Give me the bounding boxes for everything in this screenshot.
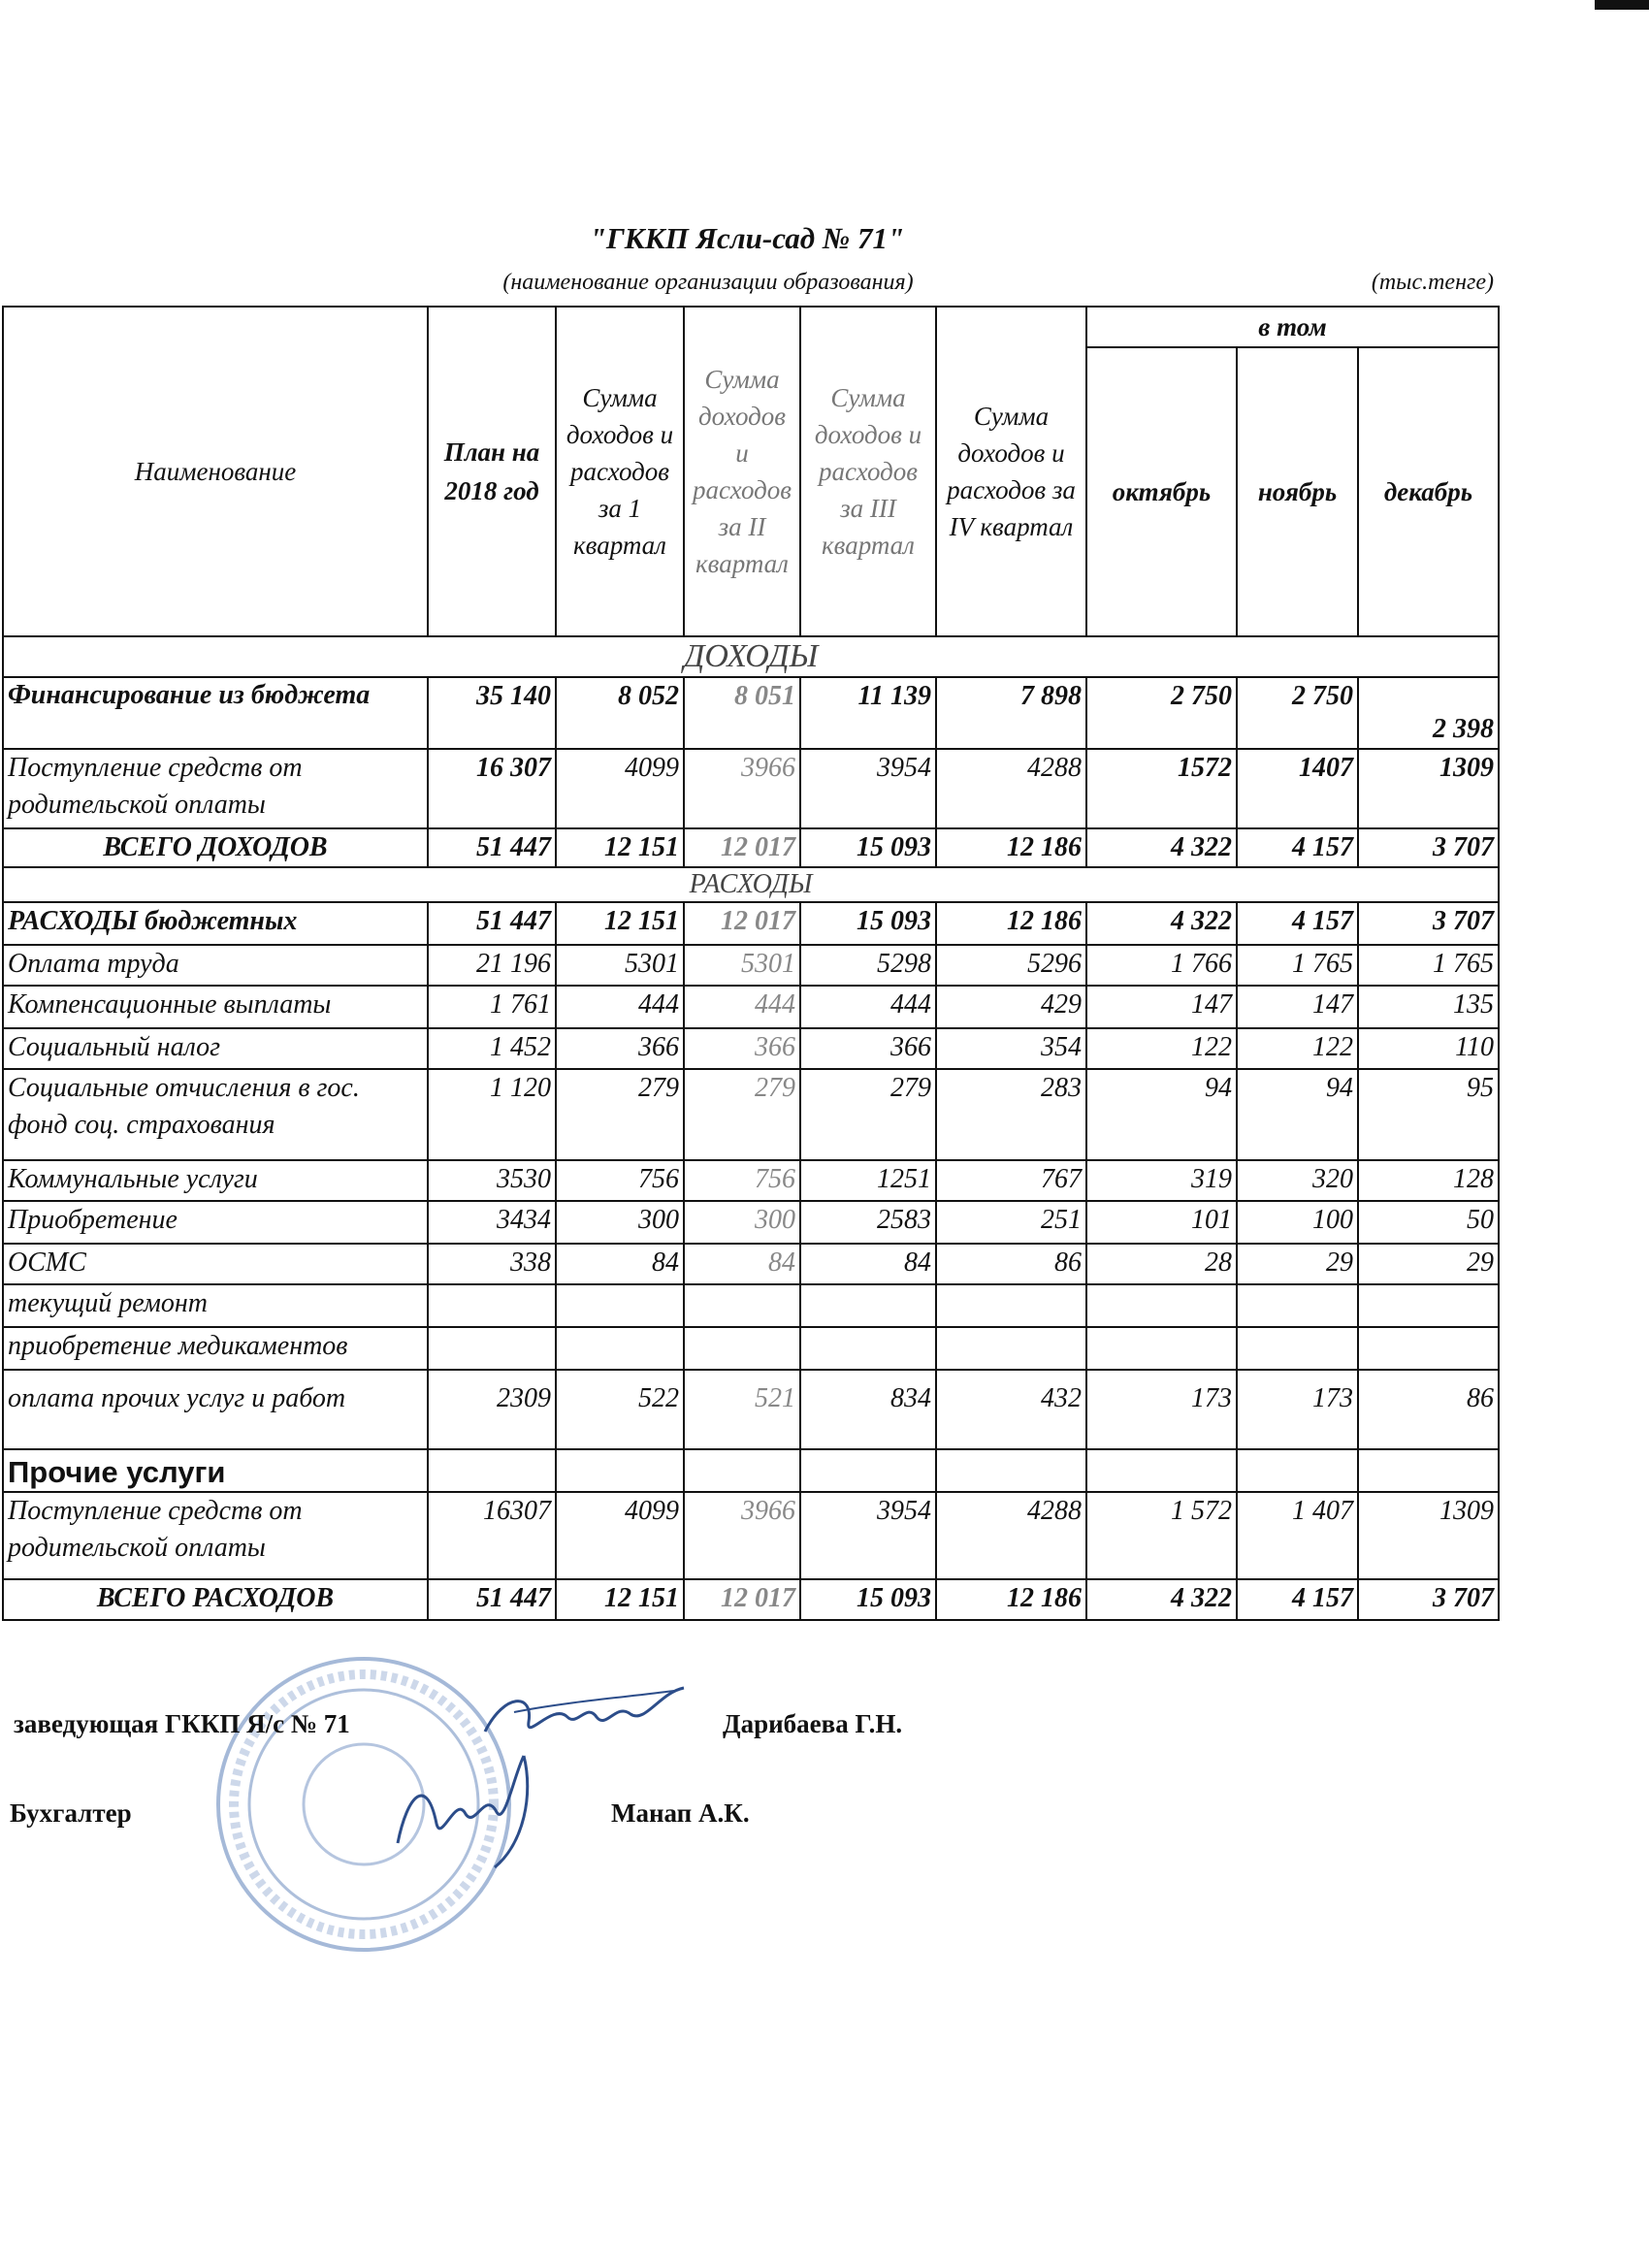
- header-q4: Сумма доходов и расходов за IV квартал: [936, 307, 1086, 636]
- table-row: [3, 1069, 1499, 1160]
- cell: 16307: [428, 1492, 556, 1579]
- cell: 12 017: [684, 1579, 800, 1620]
- cell: [1358, 1284, 1499, 1327]
- header-q2: Сумма доходов и расходов за II квартал: [684, 307, 800, 636]
- cell: 12 151: [556, 902, 684, 945]
- table-row: [3, 1160, 1499, 1201]
- cell: 1251: [800, 1160, 936, 1201]
- cell: 444: [556, 986, 684, 1028]
- cell: 1 572: [1086, 1492, 1237, 1579]
- cell: 84: [556, 1244, 684, 1284]
- accountant-title: Бухгалтер: [10, 1798, 132, 1828]
- cell: 319: [1086, 1160, 1237, 1201]
- cell: 1 765: [1358, 945, 1499, 986]
- cell: 122: [1237, 1028, 1358, 1069]
- row-label: Прочие услуги: [3, 1449, 428, 1492]
- table-row: [3, 1284, 1499, 1327]
- cell: 3954: [800, 749, 936, 828]
- cell: 29: [1237, 1244, 1358, 1284]
- accountant-signature: [378, 1736, 553, 1872]
- cell: 4 157: [1237, 828, 1358, 867]
- cell: 444: [684, 986, 800, 1028]
- cell: 4 322: [1086, 902, 1237, 945]
- row-label: ВСЕГО ДОХОДОВ: [3, 828, 428, 867]
- table-row: [3, 828, 1499, 867]
- section-expense: РАСХОДЫ: [3, 867, 1499, 902]
- row-label: текущий ремонт: [3, 1284, 428, 1327]
- section-income-row: [3, 636, 1499, 677]
- table-row: [3, 677, 1499, 749]
- cell: 15 093: [800, 902, 936, 945]
- cell: 756: [684, 1160, 800, 1201]
- cell: 320: [1237, 1160, 1358, 1201]
- cell: 5296: [936, 945, 1086, 986]
- cell: 5298: [800, 945, 936, 986]
- cell: 3 707: [1358, 902, 1499, 945]
- cell: 35 140: [428, 677, 556, 749]
- cell: 3 707: [1358, 828, 1499, 867]
- cell: 51 447: [428, 902, 556, 945]
- cell: [1086, 1449, 1237, 1492]
- cell: [936, 1284, 1086, 1327]
- table-row: [3, 1449, 1499, 1492]
- head-name: Дарибаева Г.Н.: [723, 1709, 903, 1738]
- header-month-dec: декабрь: [1358, 347, 1499, 636]
- cell: 147: [1237, 986, 1358, 1028]
- cell: 16 307: [428, 749, 556, 828]
- cell: [1237, 1327, 1358, 1370]
- cell: 15 093: [800, 1579, 936, 1620]
- cell: 12 151: [556, 828, 684, 867]
- row-label: Финансирование из бюджета: [3, 677, 428, 749]
- cell: 4099: [556, 1492, 684, 1579]
- cell: [1237, 1284, 1358, 1327]
- cell: 2 750: [1237, 677, 1358, 749]
- header-q3: Сумма доходов и расходов за III квартал: [800, 307, 936, 636]
- cell: 1572: [1086, 749, 1237, 828]
- header-month-nov: ноябрь: [1237, 347, 1358, 636]
- cell: 173: [1237, 1370, 1358, 1449]
- cell: 110: [1358, 1028, 1499, 1069]
- cell: 29: [1358, 1244, 1499, 1284]
- cell: 7 898: [936, 677, 1086, 749]
- table-row: [3, 1201, 1499, 1244]
- header-group: в том: [1086, 307, 1499, 347]
- row-label: Поступление средств от родительской оплаты: [3, 749, 428, 828]
- cell: 521: [684, 1370, 800, 1449]
- cell: 5301: [684, 945, 800, 986]
- scan-edge-mark: [1595, 0, 1649, 10]
- table-row: [3, 1244, 1499, 1284]
- cell: [428, 1284, 556, 1327]
- cell: 95: [1358, 1069, 1499, 1160]
- table-row: [3, 1370, 1499, 1449]
- table-row: [3, 1028, 1499, 1069]
- cell: 84: [800, 1244, 936, 1284]
- table-row: [3, 902, 1499, 945]
- cell: 338: [428, 1244, 556, 1284]
- cell: 429: [936, 986, 1086, 1028]
- cell: 366: [684, 1028, 800, 1069]
- row-label: Компенсационные выплаты: [3, 986, 428, 1028]
- cell: 86: [1358, 1370, 1499, 1449]
- cell: 300: [684, 1201, 800, 1244]
- cell: 12 186: [936, 828, 1086, 867]
- cell: [800, 1327, 936, 1370]
- table-row: [3, 945, 1499, 986]
- cell: 756: [556, 1160, 684, 1201]
- cell: 366: [556, 1028, 684, 1069]
- cell: [1086, 1284, 1237, 1327]
- cell: 3530: [428, 1160, 556, 1201]
- row-label: Социальный налог: [3, 1028, 428, 1069]
- cell: 1 766: [1086, 945, 1237, 986]
- table-row: [3, 1579, 1499, 1620]
- cell: 128: [1358, 1160, 1499, 1201]
- header-month-oct: октябрь: [1086, 347, 1237, 636]
- cell: 12 017: [684, 902, 800, 945]
- cell: 834: [800, 1370, 936, 1449]
- cell: [1237, 1449, 1358, 1492]
- cell: 28: [1086, 1244, 1237, 1284]
- cell: 1 452: [428, 1028, 556, 1069]
- header-q1: Сумма доходов и расходов за 1 квартал: [556, 307, 684, 636]
- cell: 283: [936, 1069, 1086, 1160]
- cell: 94: [1086, 1069, 1237, 1160]
- cell: [428, 1449, 556, 1492]
- document-subtitle: (наименование организации образования): [502, 270, 914, 295]
- cell: 1 765: [1237, 945, 1358, 986]
- cell: 94: [1237, 1069, 1358, 1160]
- cell: 3954: [800, 1492, 936, 1579]
- cell: 251: [936, 1201, 1086, 1244]
- cell: 12 151: [556, 1579, 684, 1620]
- cell: 366: [800, 1028, 936, 1069]
- cell: [556, 1284, 684, 1327]
- cell: 4099: [556, 749, 684, 828]
- cell: 432: [936, 1370, 1086, 1449]
- header-name: Наименование: [3, 307, 428, 636]
- cell: 12 186: [936, 1579, 1086, 1620]
- cell: [800, 1284, 936, 1327]
- row-label: ОСМС: [3, 1244, 428, 1284]
- cell: 1407: [1237, 749, 1358, 828]
- cell: 279: [800, 1069, 936, 1160]
- header-row-1: [3, 307, 1499, 347]
- cell: 1309: [1358, 749, 1499, 828]
- budget-table: [2, 306, 1500, 1621]
- table-row: [3, 986, 1499, 1028]
- row-label: Коммунальные услуги: [3, 1160, 428, 1201]
- cell: 4288: [936, 749, 1086, 828]
- cell: 1 407: [1237, 1492, 1358, 1579]
- cell: 4 322: [1086, 828, 1237, 867]
- row-label: Приобретение: [3, 1201, 428, 1244]
- cell: 2309: [428, 1370, 556, 1449]
- cell: 300: [556, 1201, 684, 1244]
- units-label: (тыс.тенге): [1371, 270, 1494, 295]
- cell: 354: [936, 1028, 1086, 1069]
- row-label: Оплата труда: [3, 945, 428, 986]
- cell: 2583: [800, 1201, 936, 1244]
- cell: 12 017: [684, 828, 800, 867]
- row-label: оплата прочих услуг и работ: [3, 1370, 428, 1449]
- header-plan: План на 2018 год: [428, 307, 556, 636]
- cell: 3434: [428, 1201, 556, 1244]
- cell: 3 707: [1358, 1579, 1499, 1620]
- cell: [800, 1449, 936, 1492]
- table-row: [3, 1492, 1499, 1579]
- section-income: ДОХОДЫ: [3, 636, 1499, 677]
- cell: [936, 1327, 1086, 1370]
- accountant-name: Манап А.К.: [611, 1798, 750, 1828]
- row-label: Социальные отчисления в гос. фонд соц. страхования: [3, 1069, 428, 1160]
- cell: 5301: [556, 945, 684, 986]
- cell: [684, 1449, 800, 1492]
- cell: 522: [556, 1370, 684, 1449]
- cell: [1358, 1449, 1499, 1492]
- cell: 51 447: [428, 828, 556, 867]
- cell: 444: [800, 986, 936, 1028]
- head-title: заведующая ГККП Я/с № 71: [14, 1709, 350, 1738]
- row-label: Поступление средств от родительской оплаты: [3, 1492, 428, 1579]
- cell: 3966: [684, 749, 800, 828]
- cell: 21 196: [428, 945, 556, 986]
- cell: 1 761: [428, 986, 556, 1028]
- cell: 122: [1086, 1028, 1237, 1069]
- cell: 1 120: [428, 1069, 556, 1160]
- row-label: ВСЕГО РАСХОДОВ: [3, 1579, 428, 1620]
- cell: [684, 1284, 800, 1327]
- cell: 84: [684, 1244, 800, 1284]
- cell: 12 186: [936, 902, 1086, 945]
- section-expense-row: [3, 867, 1499, 902]
- document-title: "ГККП Ясли-сад № 71": [589, 221, 905, 255]
- cell: [1358, 1327, 1499, 1370]
- cell: 1309: [1358, 1492, 1499, 1579]
- cell: 101: [1086, 1201, 1237, 1244]
- cell: 4288: [936, 1492, 1086, 1579]
- cell: 50: [1358, 1201, 1499, 1244]
- cell: 2 750: [1086, 677, 1237, 749]
- cell: 8 052: [556, 677, 684, 749]
- cell: [556, 1327, 684, 1370]
- row-label: РАСХОДЫ бюджетных: [3, 902, 428, 945]
- cell: 11 139: [800, 677, 936, 749]
- cell: 135: [1358, 986, 1499, 1028]
- cell: 8 051: [684, 677, 800, 749]
- cell: 100: [1237, 1201, 1358, 1244]
- table-row: [3, 749, 1499, 828]
- cell: [428, 1327, 556, 1370]
- cell: 147: [1086, 986, 1237, 1028]
- row-label: приобретение медикаментов: [3, 1327, 428, 1370]
- cell: 2 398: [1358, 677, 1499, 749]
- cell: 86: [936, 1244, 1086, 1284]
- cell: 4 157: [1237, 1579, 1358, 1620]
- table-row: [3, 1327, 1499, 1370]
- cell: 279: [684, 1069, 800, 1160]
- cell: 4 322: [1086, 1579, 1237, 1620]
- cell: 3966: [684, 1492, 800, 1579]
- cell: 4 157: [1237, 902, 1358, 945]
- cell: 15 093: [800, 828, 936, 867]
- cell: [936, 1449, 1086, 1492]
- cell: [1086, 1327, 1237, 1370]
- cell: [684, 1327, 800, 1370]
- cell: 51 447: [428, 1579, 556, 1620]
- cell: [556, 1449, 684, 1492]
- cell: 279: [556, 1069, 684, 1160]
- cell: 173: [1086, 1370, 1237, 1449]
- cell: 767: [936, 1160, 1086, 1201]
